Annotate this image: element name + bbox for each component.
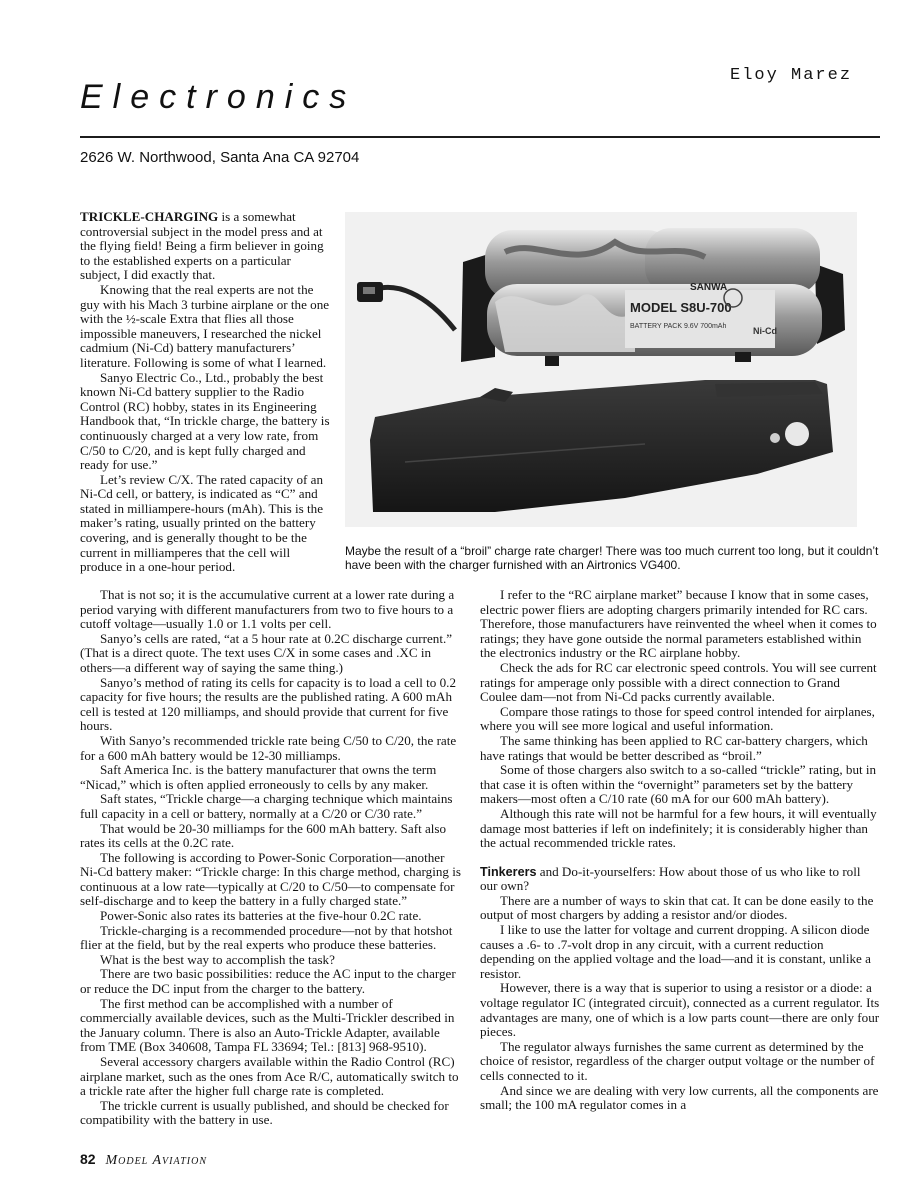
paragraph: Some of those chargers also switch to a so-called “trickle” rating, but in that case it is often within the “overnight” parameters set by the battery makers—most often a C/10 rate (60 mA for our 600 mAh battery). xyxy=(480,762,877,807)
lead-in: Tinkerers xyxy=(480,864,537,879)
author-address: 2626 W. Northwood, Santa Ana CA 92704 xyxy=(80,149,360,166)
article-column-left-top xyxy=(80,210,332,575)
paragraph: I refer to the “RC airplane market” because I know that in some cases, electric power fliers are adopting chargers primarily intended for RC cars. Therefore, those manufacturers have reinvented the wheel when it comes to ratings; they have gone outside the normal parameters established within the electronics industry or the RC airplane hobby. xyxy=(480,587,877,661)
paragraph: Check the ads for RC car electronic speed controls. You will see current ratings for amperage only possible with a direct connection to Grand Coulee dam—not from Ni-Cd packs currently available. xyxy=(480,659,877,705)
paragraph: Saft America Inc. is the battery manufacturer that owns the term “Nicad,” which is often applied erroneously to cells by any maker. xyxy=(80,762,437,792)
label-model: MODEL S8U-700 xyxy=(630,300,732,315)
paragraph: The regulator always furnishes the same current as determined by the choice of resistor, regardless of the charger output voltage or the number of cells connected to it. xyxy=(480,1038,875,1083)
paragraph: What is the best way to accomplish the task? xyxy=(100,951,335,967)
figure-caption: Maybe the result of a “broil” charge rate charger! There was too much current too long, but it couldn’t have been with the charger furnished with an Airtronics VG400. xyxy=(345,544,879,572)
header-rule xyxy=(80,136,880,138)
paragraph: Knowing that the real experts are not the guy with his Mach 3 turbine airplane or the one with the ½-scale Extra that flies all those impossible maneuvers, I researched the nickel cadmium (Ni-Cd) battery manufacturers’ literature. Following is some of what I learned. xyxy=(80,281,330,370)
paragraph: Several accessory chargers available within the Radio Control (RC) airplane market, such as the ones from Ace R/C, automatically switch to a trickle rate after the higher full charge rate is completed. xyxy=(80,1054,459,1099)
article-column-right xyxy=(480,588,880,1113)
paragraph: There are two basic possibilities: reduce the AC input to the charger or reduce the DC input from the charger to the battery. xyxy=(80,966,456,997)
battery-photo xyxy=(345,212,857,527)
paragraph: Let’s review C/X. The rated capacity of an Ni-Cd cell, or battery, is indicated as “C” and stated in milliampere-hours (mAh). This is the maker’s rating, usually printed on the battery covering, and is generally thought to be the current in milliamperes that the cell will produce in a one-hour period. xyxy=(80,471,324,575)
paragraph: There are a number of ways to skin that cat. It can be done easily to the output of most chargers by adding a resistor and/or diodes. xyxy=(480,892,874,923)
paragraph: And since we are dealing with very low currents, all the components are small; the 100 mA regulator comes in a xyxy=(480,1082,879,1113)
label-spec: BATTERY PACK 9.6V 700mAh xyxy=(630,323,727,330)
paragraph: Sanyo Electric Co., Ltd., probably the best known Ni-Cd battery supplier to the Radio Control (RC) hobby, states in its Engineering Handbook that, “In trickle charge, the battery is continuously charged at a very low rate, from C/50 to C/20, and is kept fully charged and ready for use.” xyxy=(80,369,330,473)
paragraph: I like to use the latter for voltage and current dropping. A silicon diode causes a .6- to .7-volt drop in any circuit, with a current reduction depending on the applied voltage and the load—and it is constant, unlike a resistor. xyxy=(480,922,871,981)
paragraph xyxy=(480,865,880,894)
article-column-left xyxy=(80,588,464,1128)
paragraph: With Sanyo’s recommended trickle rate being C/50 to C/20, the rate for a 600 mAh battery would be 12-30 milliamps. xyxy=(80,732,457,763)
page-footer xyxy=(80,1151,207,1169)
lead-in: TRICKLE-CHARGING xyxy=(80,209,219,224)
page-number: 82 xyxy=(80,1151,96,1167)
paragraph: Sanyo’s method of rating its cells for capacity is to load a cell to 0.2 capacity for five hours; the results are the published rating. A 600 mAh cell is tested at 120 milliamps, and should provide that current for five hours. xyxy=(80,674,456,734)
paragraph: The following is according to Power-Sonic Corporation—another Ni-Cd battery maker: “Trickle charge: In this charge method, charging is continuous at a low rate—typically at C/20 to C/50—to compensate for self-discharge and to keep the battery in a fully charged state.” xyxy=(80,849,461,909)
publication-name: Model Aviation xyxy=(105,1153,208,1168)
paragraph: That is not so; it is the accumulative current at a lower rate during a period varying with different manufacturers from two to five hours to a cutoff voltage—usually 1.0 or 1.1 volts per cell. xyxy=(80,587,455,632)
paragraph xyxy=(80,210,332,283)
paragraph: Saft states, “Trickle charge—a charging technique which maintains full capacity in a cell or battery, normally at a C/20 or C/30 rate.” xyxy=(80,791,453,821)
paragraph: The trickle current is usually published, and should be checked for compatibility with the battery in use. xyxy=(80,1097,449,1128)
paragraph: The first method can be accomplished with a number of commercially available devices, such as the Multi-Trickler described in the January column. There is also an Auto-Trickle Adapter, available from TME (Box 340608, Tampa FL 33694; Tel.: [813] 968-9510). xyxy=(80,995,455,1055)
paragraph: However, there is a way that is superior to using a resistor or a diode: a voltage regulator IC (integrated circuit), connected as a current regulator. Its advantages are many, one of which is a low parts count—there are only four pieces. xyxy=(480,980,880,1040)
paragraph-text: and Do-it-yourselfers: How about those of us who like to roll our own? xyxy=(480,863,861,894)
paragraph-text: is a somewhat controversial subject in the model press and at the flying field! Being a firm believer in going to the established experts on a particular subject, I did exactly that. xyxy=(80,209,324,283)
battery-photo-illustration xyxy=(345,212,857,527)
paragraph: Although this rate will not be harmful for a few hours, it will eventually damage most batteries if left on indefinitely; it is considerably higher than the actual recommended trickle rates. xyxy=(480,805,877,851)
paragraph: Power-Sonic also rates its batteries at the five-hour 0.2C rate. xyxy=(100,908,422,924)
label-chemistry: Ni-Cd xyxy=(753,326,777,336)
label-brand: SANWA xyxy=(690,282,728,293)
author-name: Eloy Marez xyxy=(730,66,853,85)
paragraph: Trickle-charging is a recommended procedure—not by that hotshot flier at the field, but by the real experts who produce these batteries. xyxy=(80,922,453,953)
section-title: Electronics xyxy=(80,78,357,116)
paragraph: The same thinking has been applied to RC car-battery chargers, which have ratings that would be better described as “broil.” xyxy=(480,732,868,763)
melt-hole xyxy=(785,422,809,446)
paragraph: That would be 20-30 milliamps for the 600 mAh battery. Saft also rates its cells at the 0.2C rate. xyxy=(80,820,447,851)
paragraph: Compare those ratings to those for speed control intended for airplanes, where you will see more logical and useful information. xyxy=(480,703,875,734)
paragraph: Sanyo’s cells are rated, “at a 5 hour rate at 0.2C discharge current.” (That is a direct quote. The text uses C/X in some cases and .XC in others—a different way of saying the same thing.) xyxy=(80,630,453,675)
